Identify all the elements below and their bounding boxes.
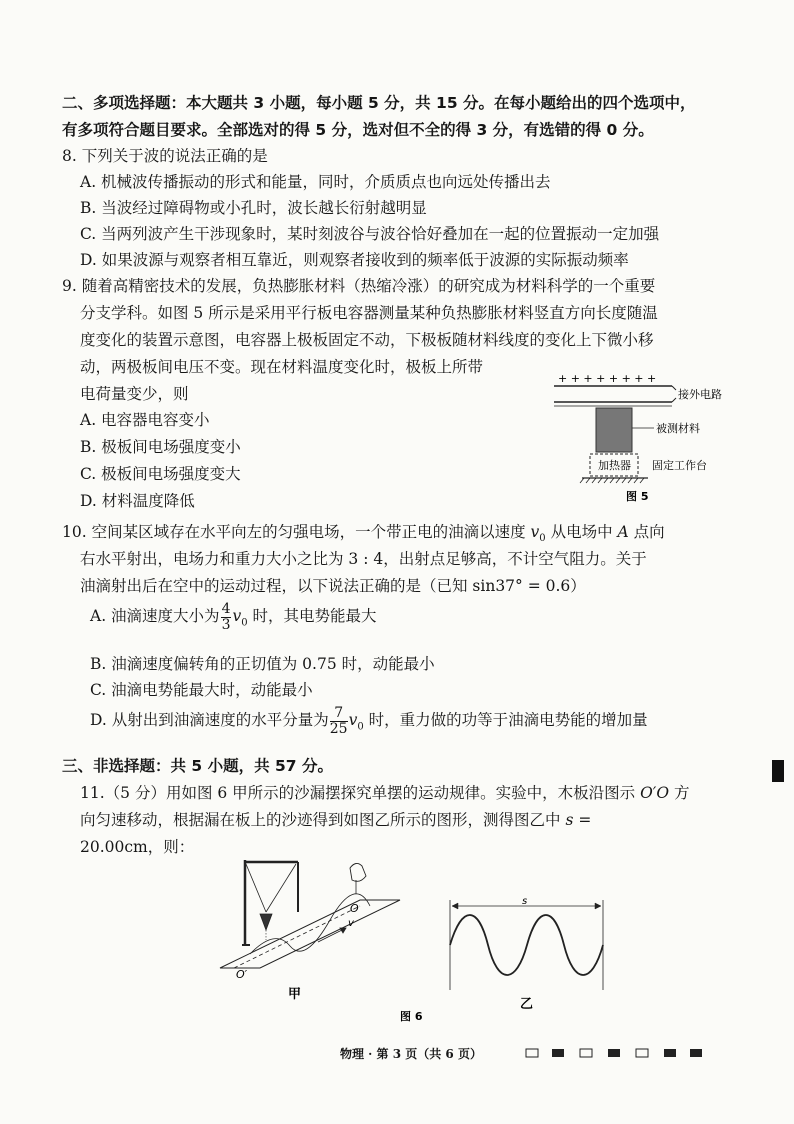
footer-markers bbox=[524, 1047, 704, 1059]
q8-option-c: C. 当两列波产生干涉现象时，某时刻波谷与波谷恰好叠加在一起的位置振动一定加强 bbox=[80, 225, 660, 243]
sine-curve bbox=[450, 915, 603, 975]
q9-stem-line2: 分支学科。如图 5 所示是采用平行板电容器测量某种负热膨胀材料竖直方向长度随温 bbox=[80, 304, 658, 322]
fraction-numerator: 4 bbox=[221, 601, 231, 617]
q9-option-c: C. 极板间电场强度变大 bbox=[80, 465, 241, 483]
q10-stem-line1 bbox=[62, 520, 665, 544]
fraction-numerator: 7 bbox=[330, 706, 348, 722]
tested-material bbox=[596, 408, 632, 452]
q10-option-a-post: 时，其电势能最大 bbox=[247, 607, 377, 626]
v0-symbol: v bbox=[232, 607, 242, 626]
q9-stem-line4: 动，两极板间电压不变。现在材料温度变化时，极板上所带 bbox=[80, 358, 484, 376]
circuit-lead-lower bbox=[672, 398, 676, 402]
q11-stem-line1 bbox=[80, 781, 689, 803]
q8-option-b: B. 当波经过障碍物或小孔时，波长越长衍射越明显 bbox=[80, 199, 427, 217]
label-o-prime: O′ bbox=[236, 968, 248, 981]
figure-5 bbox=[548, 368, 748, 508]
fraction-denominator: 3 bbox=[221, 616, 231, 633]
q10-stem-line3: 油滴射出后在空中的运动过程，以下说法正确的是（已知 sin37° = 0.6） bbox=[80, 577, 586, 595]
wooden-board bbox=[220, 900, 400, 968]
fraction-denominator: 25 bbox=[329, 720, 348, 737]
section-2-heading-line1: 二、多项选择题：本大题共 3 小题，每小题 5 分，共 15 分。在每小题给出的四个选项中， bbox=[62, 94, 696, 112]
label-fixed-table: 固定工作台 bbox=[652, 459, 707, 472]
axis-oo-label: O′O bbox=[640, 784, 670, 802]
label-s: s bbox=[522, 896, 528, 907]
page-footer: 物理 · 第 3 页（共 6 页） bbox=[340, 1047, 482, 1061]
label-o: O bbox=[350, 902, 359, 915]
figure-6-diagram bbox=[200, 850, 620, 1030]
q8-option-d: D. 如果波源与观察者相互靠近，则观察者接收到的频率低于波源的实际振动频率 bbox=[80, 251, 629, 269]
figure-6-caption: 图 6 bbox=[400, 1010, 423, 1023]
q9-option-b: B. 极板间电场强度变小 bbox=[80, 438, 241, 456]
label-external-circuit: 接外电路 bbox=[678, 388, 722, 401]
q8-stem: 8. 下列关于波的说法正确的是 bbox=[62, 147, 268, 165]
hand-icon bbox=[350, 863, 366, 881]
q10-option-a-pre: A. 油滴速度大小为 bbox=[90, 607, 220, 626]
v0-symbol: v bbox=[530, 523, 540, 541]
q10-text-b: 从电场中 bbox=[545, 523, 618, 541]
workbench-hatching bbox=[580, 478, 644, 483]
footer-marker-bar bbox=[524, 1045, 704, 1057]
figure-6 bbox=[200, 850, 620, 1030]
q9-stem-line3: 度变化的装置示意图，电容器上极板固定不动，下极板随材料线度的变化上下微小移 bbox=[80, 331, 654, 349]
sand-funnel bbox=[260, 914, 272, 930]
label-heater: 加热器 bbox=[598, 459, 631, 472]
q11-text-d: = bbox=[573, 811, 592, 829]
label-jia: 甲 bbox=[288, 987, 302, 1002]
v0-subscript: 0 bbox=[539, 533, 546, 545]
q10-option-b: B. 油滴速度偏转角的正切值为 0.75 时，动能最小 bbox=[90, 655, 435, 673]
q8-option-a: A. 机械波传播振动的形式和能量，同时，介质质点也向远处传播出去 bbox=[80, 173, 551, 191]
q10-option-d-post: 时，重力做的功等于油滴电势能的增加量 bbox=[363, 711, 648, 730]
v0-subscript: 0 bbox=[241, 617, 248, 629]
figure-5-plus-signs: + + + + + + + + bbox=[558, 372, 657, 385]
v0-symbol: v bbox=[348, 711, 358, 730]
q9-option-a: A. 电容器电容变小 bbox=[80, 411, 210, 429]
sand-pendulum-apparatus bbox=[220, 860, 400, 968]
q11-stem-line2 bbox=[80, 808, 591, 830]
q10-option-a bbox=[90, 602, 377, 632]
figure-5-caption: 图 5 bbox=[626, 490, 649, 503]
q9-stem-line5: 电荷量变少，则 bbox=[80, 385, 189, 403]
q11-text-c: 向匀速移动，根据漏在板上的沙迹得到如图乙所示的图形，测得图乙中 bbox=[80, 811, 566, 829]
registration-mark bbox=[772, 760, 784, 782]
q11-text-a: 11.（5 分）用如图 6 甲所示的沙漏摆探究单摆的运动规律。实验中，木板沿图示 bbox=[80, 784, 641, 802]
label-tested-material: 被测材料 bbox=[656, 422, 700, 435]
q10-option-d-pre: D. 从射出到油滴速度的水平分量为 bbox=[90, 711, 329, 730]
s-symbol: s bbox=[565, 811, 574, 829]
q10-text-c: 点向 bbox=[628, 523, 665, 541]
fraction-4-3 bbox=[221, 602, 232, 632]
q9-option-d: D. 材料温度降低 bbox=[80, 492, 195, 510]
q11-stem-line3: 20.00cm，则： bbox=[80, 838, 195, 856]
label-v: v bbox=[348, 918, 354, 929]
section-3-heading: 三、非选择题：共 5 小题，共 57 分。 bbox=[62, 757, 333, 775]
q10-option-c: C. 油滴电势能最大时，动能最小 bbox=[90, 681, 313, 699]
q10-option-d bbox=[90, 706, 648, 736]
q10-text-a: 10. 空间某区域存在水平向左的匀强电场，一个带正电的油滴以速度 bbox=[62, 523, 531, 541]
circuit-lead-upper bbox=[672, 386, 676, 390]
q10-stem-line2: 右水平射出，电场力和重力大小之比为 3 : 4，出射点足够高，不计空气阻力。关于 bbox=[80, 550, 647, 568]
sand-trace-figure bbox=[450, 900, 603, 990]
q9-stem-line1: 9. 随着高精密技术的发展，负热膨胀材料（热缩冷涨）的研究成为材料科学的一个重要 bbox=[62, 277, 656, 295]
q11-text-b: 方 bbox=[669, 784, 690, 802]
figure-5-diagram bbox=[548, 368, 748, 508]
point-a-label: A bbox=[617, 523, 629, 541]
label-yi: 乙 bbox=[520, 997, 534, 1012]
v0-subscript: 0 bbox=[357, 721, 364, 733]
section-2-heading-line2: 有多项符合题目要求。全部选对的得 5 分，选对但不全的得 3 分，有选错的得 0 分。 bbox=[62, 121, 654, 139]
fraction-7-25 bbox=[330, 706, 348, 736]
